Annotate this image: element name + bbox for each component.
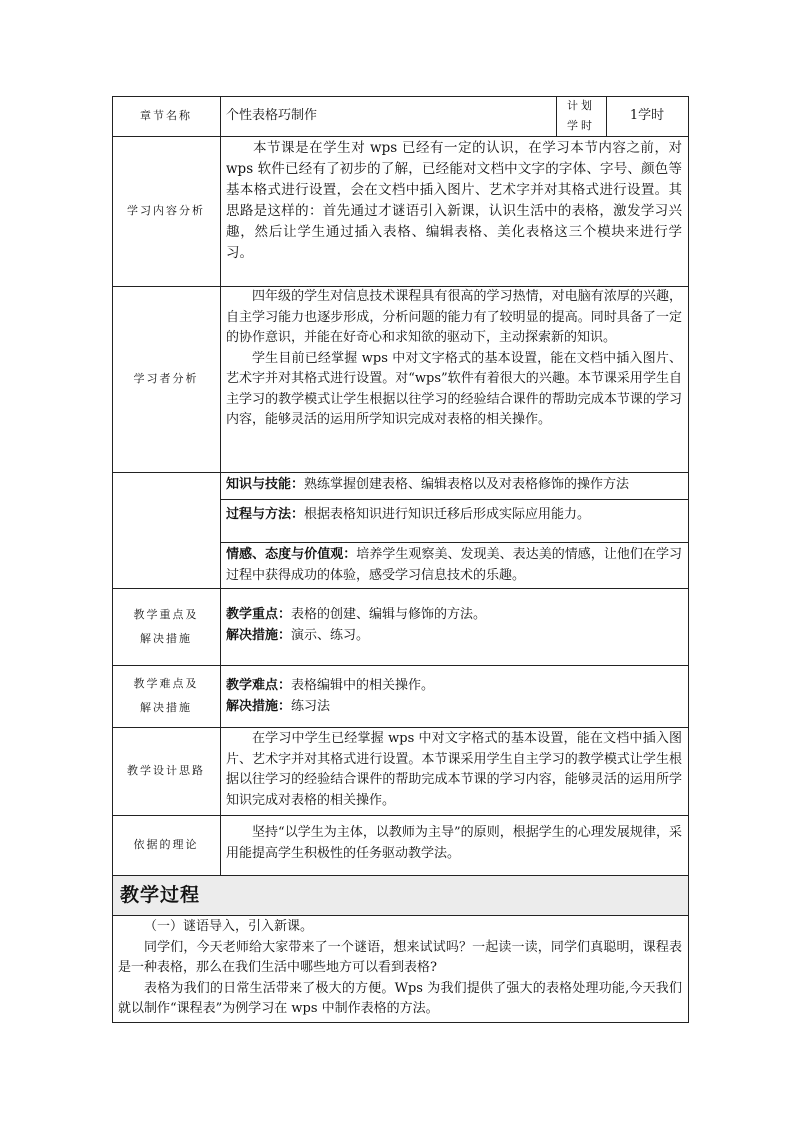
process-content [118,917,682,1021]
difficulties-content [226,676,682,720]
table-border [220,542,689,543]
process-step-1: （一）谜语导入，引入新课。 [144,919,314,934]
content-analysis-label: 学习内容分析 [127,204,205,217]
emotion-values-text: 培养学生观察美、发现美、表达美的情感，让他们在学习过程中获得成功的体验，感受学习信息技术的乐趣。 [226,547,682,583]
design-thinking-label: 教学设计思路 [127,764,205,777]
learner-analysis-paragraph-1: 四年级的学生对信息技术课程具有很高的学习热情，对电脑有浓厚的兴趣，自主学习能力也逐步形成，分析问题的能力有了较明显的提高。同时具备了一定的协作意识，并能在好奇心和求知欲的驱动下，主动探索新的知识。 [226,289,682,345]
knowledge-skills-row [226,475,682,497]
content-analysis-text [226,138,682,284]
table-border [112,472,689,473]
process-paragraph-1: 同学们，今天老师给大家带来了一个谜语，想来试试吗？一起读一读，同学们真聪明，课程表是一种表格，那么在我们生活中哪些地方可以看到表格? [118,939,682,975]
learner-analysis-label: 学习者分析 [133,372,199,385]
table-border [688,96,689,1023]
table-border [220,499,689,500]
process-methods-text: 根据表格知识进行知识迁移后形成实际应用能力。 [304,507,591,522]
table-border [112,1022,689,1023]
knowledge-skills-text: 熟练掌握创建表格、编辑表格以及对表格修饰的操作方法 [304,477,630,492]
theory-text [226,823,682,869]
focus-measure-label: 解决措施： [226,627,292,643]
learner-analysis-paragraph-2: 学生目前已经掌握 wps 中对文字格式的基本设置，能在文档中插入图片、艺术字并对其格式进行设置。对“wps”软件有着很大的兴趣。本节课采用学生自主学习的教学模式让学生根据以往学习的经验结合课件的帮助完成本节课的学习内容，能够灵活的运用所学知识完成对表格的相关操作。 [226,350,682,427]
learner-analysis-text [226,287,682,471]
teaching-focus-label: 教学重点： [226,607,292,622]
table-border [220,96,221,875]
theory-paragraph: 坚持“以学生为主体，以教师为主导”的原则，根据学生的心理发展规律，采用能提高学生积极性的任务驱动教学法。 [226,825,682,861]
table-border [556,96,557,136]
chapter-name-value: 个性表格巧制作 [226,108,318,123]
knowledge-skills-label: 知识与技能： [226,477,305,492]
focus-measure-line [226,626,682,647]
design-thinking-paragraph: 在学习中学生已经掌握 wps 中对文字格式的基本设置，能在文档中插入图片、艺术字并对其格式进行设置。本节课采用学生自主学习的教学模式让学生根据以往学习的经验结合课件的帮助完成本节课的学习内容，能够灵活的运用所学知识完成对表格的相关操作。 [226,731,682,808]
planned-hours-value: 1学时 [629,108,665,123]
focus-measure-text: 演示、练习。 [291,627,370,643]
teaching-difficulty-label: 教学难点： [226,678,292,693]
chapter-name-label: 章节名称 [140,109,192,122]
theory-label: 依据的理论 [133,838,199,851]
teaching-focus-text: 表格的创建、编辑与修饰的方法。 [291,607,487,622]
design-thinking-text [226,729,682,813]
teaching-difficulty-line [226,676,682,697]
emotion-values-row [226,545,682,587]
planned-hours-label: 计划学时 [567,99,595,132]
table-border [112,915,689,916]
process-title: 教学过程 [120,884,201,906]
difficulty-measure-text: 练习法 [291,698,331,714]
difficulty-measure-label: 解决措施： [226,698,292,714]
emotion-values-label: 情感、态度与价值观： [226,547,357,562]
process-methods-row [226,505,682,527]
teaching-focus-line [226,605,682,626]
key-points-content [226,605,682,649]
process-methods-label: 过程与方法： [226,507,305,522]
teaching-difficulty-text: 表格编辑中的相关操作。 [291,678,435,693]
content-analysis-paragraph: 本节课是在学生对 wps 已经有一定的认识，在学习本节内容之前，对 wps 软件已经有了初步的了解，已经能对文档中文字的字体、字号、颜色等基本格式进行设置，会在文档中插入图片、艺术字并对其格式进行设置。其思路是这样的：首先通过才谜语引入新课，认识生活中的表格，激发学习兴趣，然后让学生通过插入表格、编辑表格、美化表格这三个模块来进行学习。 [226,140,682,261]
difficulties-label: 教学难点及解决措施 [133,677,199,714]
process-paragraph-2: 表格为我们的日常生活带来了极大的方便。Wps 为我们提供了强大的表格处理功能,今天我们就以制作“课程表”为例学习在 wps 中制作表格的方法。 [118,980,682,1016]
difficulty-measure-line [226,697,682,718]
key-points-label: 教学重点及解决措施 [133,607,199,645]
